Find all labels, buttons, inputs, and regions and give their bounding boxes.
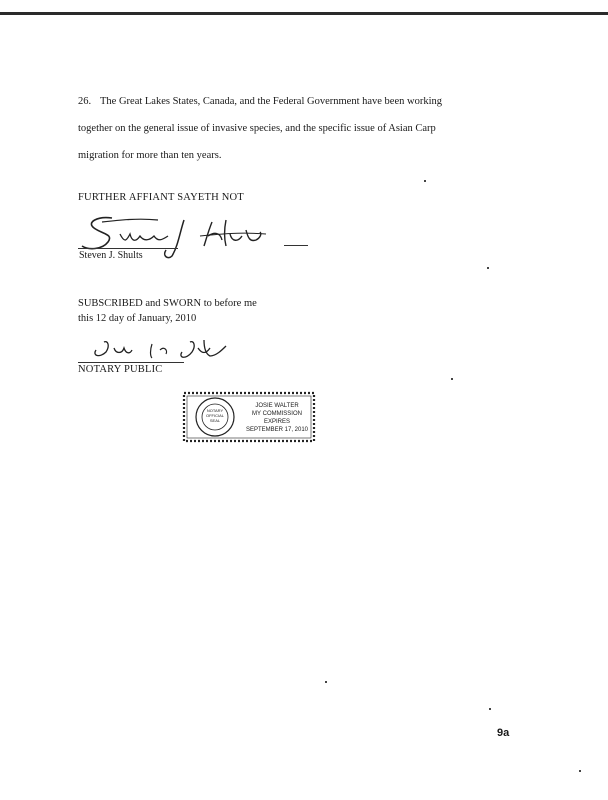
stamp-line: JOSIE WALTER bbox=[255, 403, 299, 409]
scan-speck bbox=[579, 770, 581, 772]
paragraph-number: 26. bbox=[78, 96, 92, 107]
seal-text-line: OFFICIAL bbox=[205, 413, 224, 418]
page-number: 9a bbox=[497, 727, 510, 739]
jurat-subscribed: SUBSCRIBED and SWORN to before me bbox=[78, 298, 257, 309]
seal-text-line: SEAL bbox=[209, 418, 221, 423]
closing-statement: FURTHER AFFIANT SAYETH NOT bbox=[78, 192, 244, 203]
paragraph-text-1: The Great Lakes States, Canada, and the Federal Government have been working bbox=[100, 96, 442, 107]
signature-line-end bbox=[284, 245, 308, 246]
paragraph-line-3: migration for more than ten years. bbox=[78, 150, 222, 161]
stamp-text bbox=[240, 402, 314, 434]
signature-line bbox=[78, 248, 178, 249]
affiant-name: Steven J. Shults bbox=[79, 250, 143, 261]
seal-text-line: NOTARY bbox=[206, 408, 224, 413]
stamp-line: MY COMMISSION EXPIRES bbox=[252, 411, 302, 425]
notary-public-label: NOTARY PUBLIC bbox=[78, 364, 163, 375]
scan-speck bbox=[424, 180, 426, 182]
paragraph-line-1 bbox=[78, 88, 498, 115]
scan-top-edge bbox=[0, 12, 608, 15]
paragraph-26 bbox=[78, 88, 498, 169]
scan-speck bbox=[451, 378, 453, 380]
stamp-seal-text bbox=[200, 408, 230, 423]
scan-speck bbox=[489, 708, 491, 710]
notary-signature bbox=[86, 332, 236, 362]
notary-signature-line bbox=[78, 362, 184, 363]
paragraph-line-2: together on the general issue of invasive species, and the specific issue of Asian Carp bbox=[78, 123, 436, 134]
jurat-date: this 12 day of January, 2010 bbox=[78, 313, 197, 324]
scan-speck bbox=[325, 681, 327, 683]
stamp-line: SEPTEMBER 17, 2010 bbox=[245, 427, 309, 433]
scan-speck bbox=[487, 267, 489, 269]
